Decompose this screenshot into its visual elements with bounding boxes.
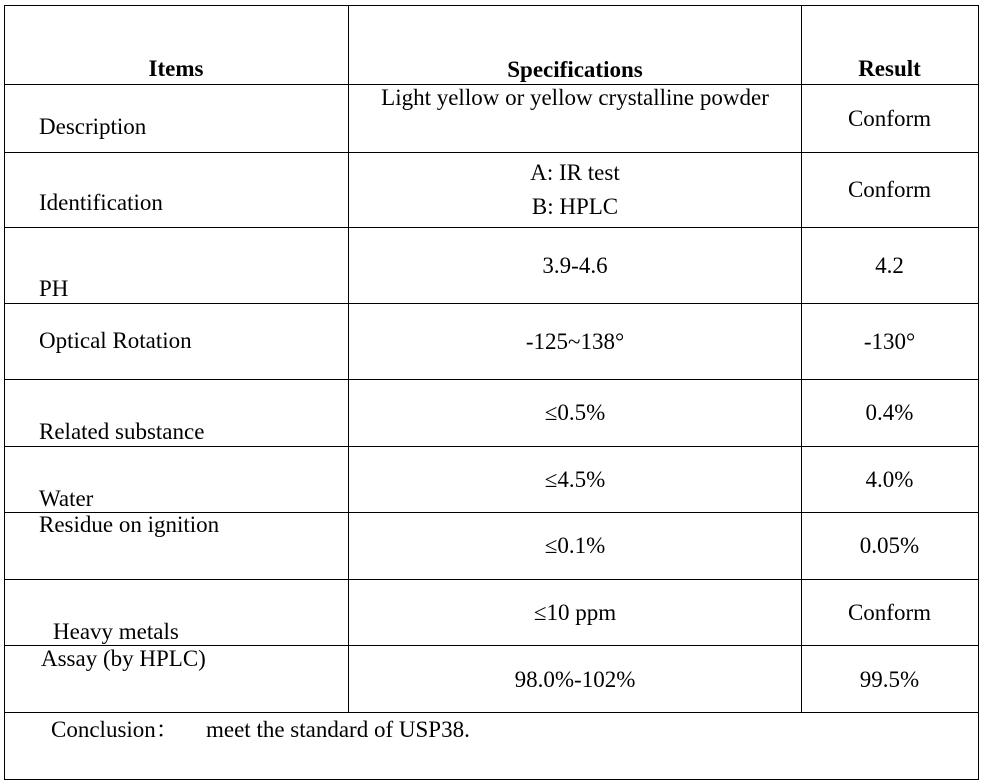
row-divider <box>4 152 979 153</box>
border-bottom <box>4 779 979 780</box>
result-value: 4.0% <box>865 467 914 492</box>
item-label: Related substance <box>39 419 205 444</box>
row-divider <box>4 227 979 228</box>
result-value: -130° <box>863 329 916 354</box>
header-items: Items <box>148 56 204 81</box>
result-value: 0.05% <box>859 533 920 558</box>
result-value: 0.4% <box>865 400 914 425</box>
item-label: Optical Rotation <box>39 328 192 353</box>
border-top <box>4 5 979 6</box>
result-value: Conform <box>847 600 932 625</box>
item-label: Description <box>39 114 147 139</box>
header-specifications: Specifications <box>507 57 643 82</box>
row-divider <box>4 303 979 304</box>
result-value: 4.2 <box>875 253 904 278</box>
border-left <box>4 5 5 780</box>
spec-value: 98.0%-102% <box>514 667 636 692</box>
spec-value: Light yellow or yellow crystalline powder <box>381 85 769 110</box>
item-label: Identification <box>39 190 163 215</box>
conclusion-label: Conclusion： <box>51 717 179 742</box>
spec-value: ≤10 ppm <box>533 600 617 625</box>
row-divider <box>4 446 979 447</box>
result-value: 99.5% <box>859 667 920 692</box>
item-label: PH <box>39 276 69 301</box>
row-divider <box>4 379 979 380</box>
border-right <box>978 5 979 780</box>
spec-value: ≤0.5% <box>544 400 606 425</box>
spec-value: A: IR test <box>530 160 620 185</box>
spec-value: ≤0.1% <box>544 533 606 558</box>
spec-value: -125~138° <box>525 329 625 354</box>
item-label: Water <box>39 486 94 511</box>
row-divider <box>4 579 979 580</box>
spec-value: 3.9-4.6 <box>542 253 608 278</box>
item-label: Residue on ignition <box>39 512 220 537</box>
item-label: Assay (by HPLC) <box>41 646 206 671</box>
result-value: Conform <box>847 177 932 202</box>
result-value: Conform <box>847 106 932 131</box>
item-label: Heavy metals <box>53 619 179 644</box>
spec-value: B: HPLC <box>531 194 619 219</box>
spec-value: ≤4.5% <box>544 467 606 492</box>
header-result: Result <box>858 56 921 81</box>
conclusion-text: meet the standard of USP38. <box>206 717 470 742</box>
row-divider <box>4 712 979 713</box>
